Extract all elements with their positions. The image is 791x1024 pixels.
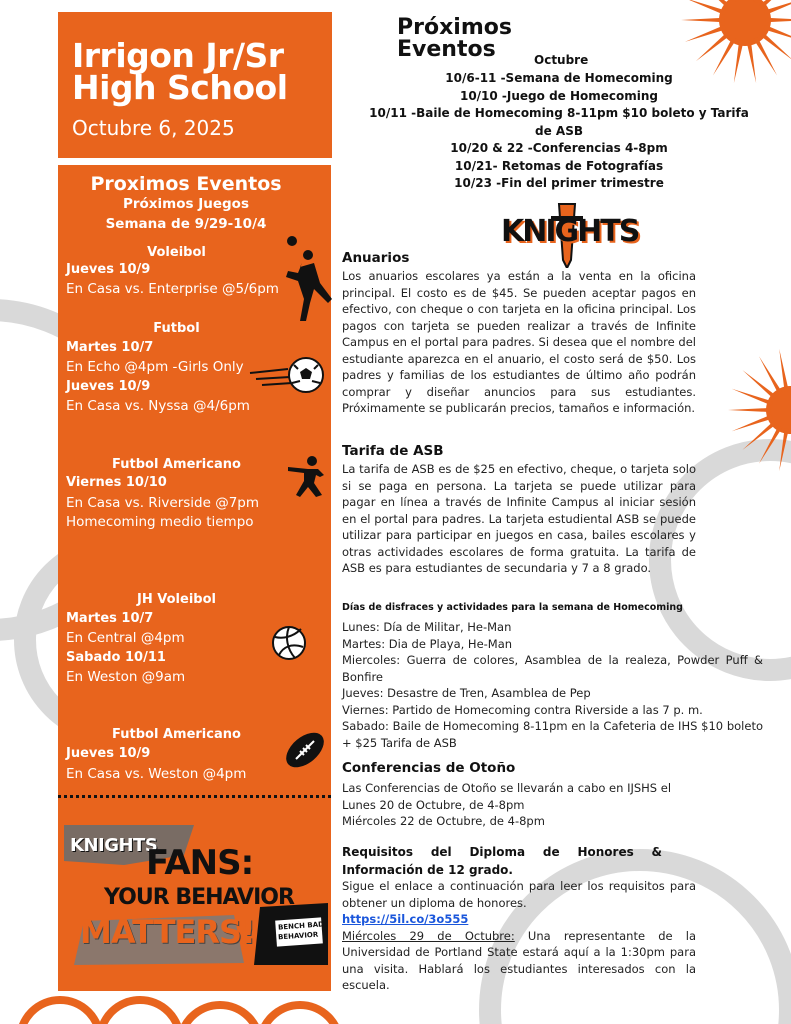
list-item: 10/10 -Juego de Homecoming [459,88,659,103]
sidebar-upcoming-games [58,165,331,991]
section-heading-futbol: Futbol [153,321,200,336]
event-date: Jueves 10/9 [66,746,151,761]
event-date: Jueves 10/9 [66,262,151,277]
event-text: En Weston @9am [66,669,186,685]
university-visit [342,928,696,994]
orange-ring-2 [100,1000,180,1024]
sunburst-ray [759,356,782,394]
sunburst-ray [728,408,771,412]
list-item: 10/20 & 22 -Conferencias 4-8pm [450,141,668,155]
sunburst-ray [681,18,724,23]
section-heading-voleibol: Voleibol [147,245,206,260]
list-item: Viernes: Partido de Homecoming contra Riverside a las 7 p. m. [342,702,703,717]
list-item: Sabado: Baile de Homecoming 8-11pm en la Cafeteria de IHS $10 boleto + $25 Tarifa de ASB [342,719,763,750]
events-title-line2: Eventos [397,37,496,62]
homecoming-days [342,619,763,751]
list-item: 10/21- Retomas de Fotografías [454,158,664,173]
header-box [58,12,332,158]
sunburst-ray [779,349,789,392]
event-text: En Casa vs. Weston @4pm [66,766,247,782]
conferencias-body [342,780,722,830]
events-title-line1: Próximos [397,15,512,40]
homecoming-title: Días de disfraces y actividades para la semana de Homecoming [342,602,683,613]
newsletter-date: Octubre 6, 2025 [72,116,235,140]
event-date: Viernes 10/10 [66,475,167,490]
sidebar-week: Semana de 9/29-10/4 [105,216,267,232]
flaming-volleyball-icon [263,613,317,663]
sidebar-title: Proximos Eventos [90,173,282,195]
american-football-icon [282,727,328,773]
section-heading-americano-jh: Futbol Americano [112,727,241,742]
orange-ring-3 [180,1005,260,1024]
banner-matters-text: MATTERS! [80,913,255,951]
visit-date: Miércoles 29 de Octubre: [342,928,515,943]
event-text: Homecoming medio tiempo [66,514,254,530]
visit-text: Una representante de la Universidad de Portland State estará aquí a la 1:30pm para una visita. Hablará los estudiantes interesados con la escuela. [342,928,696,992]
honores-link[interactable]: https://5il.co/3o555 [342,912,469,926]
event-text: En Central @4pm [66,630,185,646]
asb-title: Tarifa de ASB [342,443,444,459]
asb-body: La tarifa de ASB es de $25 en efectivo, cheque, o tarjeta solo si se paga en persona. La tarjeta se puede utilizar para pagar en línea a través de Infinite Campus al iniciar sesión en el portal para padres. La tarjeta estudiental ASB se puede utilizar para participar en juegos en casa, bailes escolares y otras actividades escolares de forma gratuita. La tarifa de ASB es para estudiantes de secundaria y 7 a 8 grado. [342,462,696,575]
anuarios-title: Anuarios [342,250,410,266]
list-item: Jueves: Desastre de Tren, Asamblea de Pep [342,686,591,700]
banner-sticker-line2: BEHAVIOR [277,930,319,942]
school-name: Irrigon Jr/Sr High School [72,36,288,107]
list-item: Miercoles: Guerra de colores, Asamblea de la realeza, Powder Puff & Bonfire [342,653,763,684]
event-date: Martes 10/7 [66,340,154,355]
volleyball-player-icon [280,233,336,325]
event-text: En Casa vs. Enterprise @5/6pm [66,281,279,297]
soccer-ball-icon [248,355,324,395]
conferencias-title: Conferencias de Otoño [342,760,516,776]
banner-sticker-line1: BENCH BAD [277,920,325,932]
banner-behavior-text: YOUR BEHAVIOR [104,885,294,910]
honores-body: Sigue el enlace a continuación para leer los requisitos para obtener un diploma de honores. [342,879,696,910]
football-player-icon [284,455,328,499]
honores-title: Requisitos del Diploma de Honores & Información de 12 grado. [342,845,662,877]
events-list [368,70,750,193]
section-heading-jh-voleibol: JH Voleibol [137,592,216,607]
conferencias-line: Las Conferencias de Otoño se llevarán a cabo en IJSHS el [342,781,672,795]
dotted-divider [58,795,331,798]
event-date: Sabado 10/11 [66,650,166,665]
fans-behavior-banner [64,825,328,965]
knights-logo [497,196,637,268]
anuarios-body: Los anuarios escolares ya están a la venta en la oficina principal. El costo es de $45. Se pueden aceptar pagos en efectivo, con cheque o con tarjeta en la oficina principal. Los pagos con tarjeta se pueden realizar a través de Infinite Campus en el portal para padres. Si desea que el nombre del estudiante aparezca en el anuario, el costo será de $50. Los padres y familias de los estudiantes de último año podrán comprar y diseñar anuncios para sus estudiantes. Próximamente se publicarán precios, tamaños e información. [342,269,696,415]
banner-fans-text: FANS: [146,843,254,883]
event-date: Martes 10/7 [66,611,154,626]
event-text: En Casa vs. Riverside @7pm [66,495,260,511]
list-item: 10/6-11 -Semana de Homecoming [445,71,673,85]
section-heading-americano: Futbol Americano [112,457,241,472]
event-text: En Echo @4pm -Girls Only [66,359,244,375]
events-month: Octubre [534,53,589,67]
list-item: Martes: Dia de Playa, He-Man [342,636,513,651]
knights-logo-text: KNIGHTS [501,214,639,249]
honores-body-block [342,878,696,994]
event-date: Jueves 10/9 [66,379,151,394]
sunburst-ray [685,0,726,15]
sidebar-subtitle: Próximos Juegos [122,196,249,212]
event-text: En Casa vs. Nyssa @4/6pm [66,398,250,414]
list-item: Lunes: Día de Militar, He-Man [342,620,512,634]
banner-knights-logo: KNIGHTS [70,835,158,856]
sunburst-ray [766,18,791,23]
conferencias-line: Lunes 20 de Octubre, de 4-8pm [342,797,525,812]
events-title [397,17,512,61]
orange-ring-4 [260,1005,340,1024]
orange-ring-1 [20,1000,100,1024]
list-item: 10/11 -Baile de Homecoming 8-11pm $10 boleto y Tarifa de ASB [369,106,749,138]
list-item: 10/23 -Fin del primer trimestre [454,176,664,190]
conferencias-line: Miércoles 22 de Octubre, de 4-8pm [342,814,545,828]
